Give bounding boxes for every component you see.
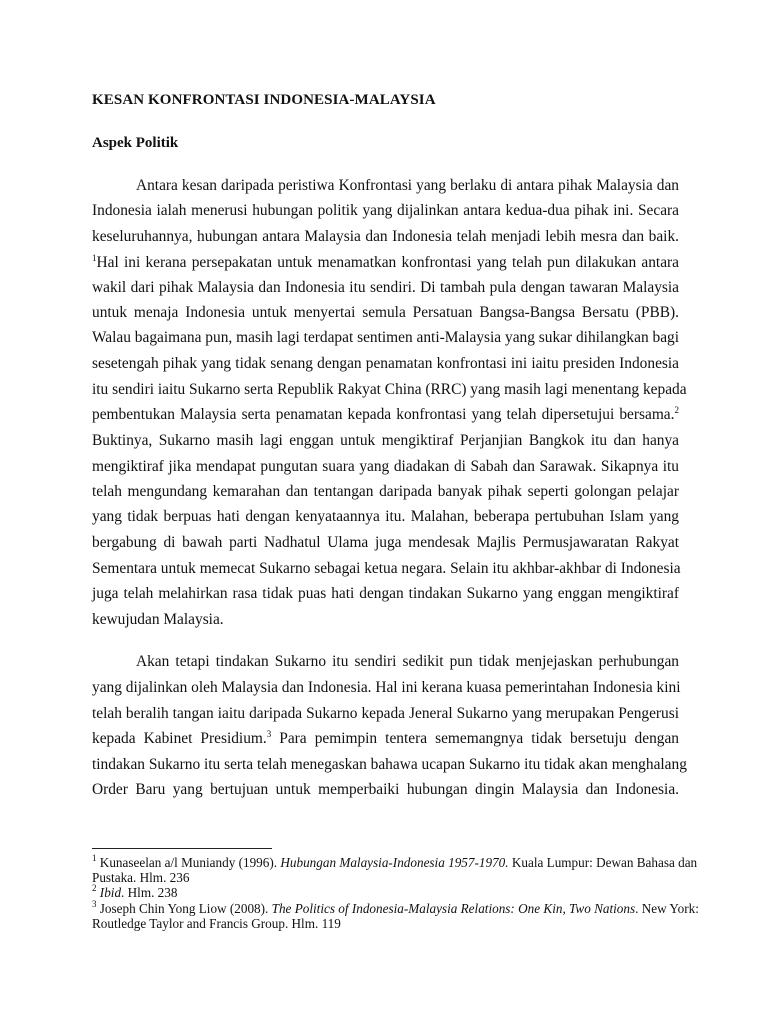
footnote-marker: 2 xyxy=(674,405,679,415)
paragraph-line xyxy=(92,253,679,273)
footnote-number: 2 xyxy=(92,883,97,893)
paragraph-line: telah beralih tangan iaitu daripada Sukarno kepada Jeneral Sukarno yang merupakan Pengerusi xyxy=(92,705,679,722)
paragraph-line: telah mengundang kemarahan dan tentangan daripada banyak pihak seperti golongan pelajar xyxy=(92,483,679,500)
paragraph-line: Akan tetapi tindakan Sukarno itu sendiri sedikit pun tidak menjejaskan perhubungan xyxy=(136,653,679,670)
paragraph-line: juga telah melahirkan rasa tidak puas hati dengan tindakan Sukarno yang enggan mengiktiraf xyxy=(92,585,679,602)
paragraph-line: wakil dari pihak Malaysia dan Indonesia itu sendiri. Di tambah pula dengan tawaran Malaysia xyxy=(92,279,679,296)
section-heading: Aspek Politik xyxy=(92,135,179,151)
footnote-marker: 1 xyxy=(92,253,97,263)
paragraph-line: tindakan Sukarno itu serta telah menegaskan bahawa ucapan Sukarno itu tidak akan menghalang xyxy=(92,756,687,773)
paragraph-text: Para pemimpin tentera sememangnya tidak bersetuju dengan xyxy=(279,730,679,747)
footnote-1 xyxy=(92,853,698,871)
footnote-publisher: Kuala Lumpur: Dewan Bahasa dan xyxy=(508,855,698,870)
footnote-author: Kunaseelan a/l Muniandy (1996). xyxy=(99,855,281,870)
paragraph-line: yang tidak berpuas hati dengan kenyataannya itu. Malahan, beberapa pertubuhan Islam yang xyxy=(92,508,679,525)
footnote-title: Hubungan Malaysia-Indonesia 1957-1970. xyxy=(280,855,509,870)
paragraph-line: sesetengah pihak yang tidak senang dengan penamatan konfrontasi ini iaitu presiden Indonesia xyxy=(92,355,679,372)
footnote-1-continued: Pustaka. Hlm. 236 xyxy=(92,870,190,885)
footnote-number: 3 xyxy=(92,899,97,909)
footnote-author: Joseph Chin Yong Liow (2008). xyxy=(99,901,272,916)
footnote-number: 1 xyxy=(92,853,97,863)
paragraph-line: yang dijalinkan oleh Malaysia dan Indonesia. Hal ini kerana kuasa pemerintahan Indonesia kini xyxy=(92,679,681,696)
paragraph-line: kewujudan Malaysia. xyxy=(92,611,224,628)
footnote-3 xyxy=(92,899,699,917)
paragraph-line: untuk menaja Indonesia untuk menyertai semula Persatuan Bangsa-Bangsa Bersatu (PBB). xyxy=(92,304,679,321)
paragraph-line: Order Baru yang bertujuan untuk memperbaiki hubungan dingin Malaysia dan Indonesia. xyxy=(92,781,679,798)
paragraph-line: Buktinya, Sukarno masih lagi enggan untuk mengiktiraf Perjanjian Bangkok itu dan hanya xyxy=(92,432,679,449)
footnote-divider xyxy=(92,848,272,849)
paragraph-text: Hal ini kerana persepakatan untuk menamatkan konfrontasi yang telah pun dilakukan antara xyxy=(96,254,679,271)
paragraph-line: mengiktiraf jika mendapat pungutan suara yang diadakan di Sabah dan Sarawak. Sikapnya itu xyxy=(92,458,679,475)
footnote-3-continued: Routledge Taylor and Francis Group. Hlm. 119 xyxy=(92,916,341,931)
paragraph-line: Antara kesan daripada peristiwa Konfrontasi yang berlaku di antara pihak Malaysia dan xyxy=(136,177,679,194)
paragraph-line: itu sendiri iaitu Sukarno serta Republik Rakyat China (RRC) yang masih lagi menentang kepada xyxy=(92,381,687,398)
footnote-page: . Hlm. 238 xyxy=(121,885,178,900)
paragraph-line: keseluruhannya, hubungan antara Malaysia dan Indonesia telah menjadi lebih mesra dan baik. xyxy=(92,228,679,245)
paragraph-line: Indonesia ialah menerusi hubungan politik yang dijalinkan antara kedua-dua pihak ini. Secara xyxy=(92,202,679,219)
paragraph-line xyxy=(92,405,679,425)
paragraph-line xyxy=(92,729,679,749)
footnote-publisher: . New York: xyxy=(635,901,699,916)
paragraph-line: bergabung di bawah parti Nadhatul Ulama juga mendesak Majlis Permusjawaratan Rakyat xyxy=(92,534,679,551)
paragraph-line: Walau bagaimana pun, masih lagi terdapat sentimen anti-Malaysia yang sukar dihilangkan bagi xyxy=(92,329,679,346)
footnote-marker: 3 xyxy=(266,729,272,739)
footnote-title: The Politics of Indonesia-Malaysia Relations: One Kin, Two Nations xyxy=(271,901,636,916)
paragraph-line: Sementara untuk memecat Sukarno sebagai ketua negara. Selain itu akhbar-akhbar di Indonesia xyxy=(92,560,681,577)
paragraph-text: pembentukan Malaysia serta penamatan kepada konfrontasi yang telah dipersetujui bersama. xyxy=(92,406,675,423)
paragraph-text: kepada Kabinet Presidium. xyxy=(92,730,267,747)
footnote-2 xyxy=(92,885,682,901)
document-title: KESAN KONFRONTASI INDONESIA-MALAYSIA xyxy=(92,92,436,108)
footnote-title: Ibid xyxy=(99,885,122,900)
